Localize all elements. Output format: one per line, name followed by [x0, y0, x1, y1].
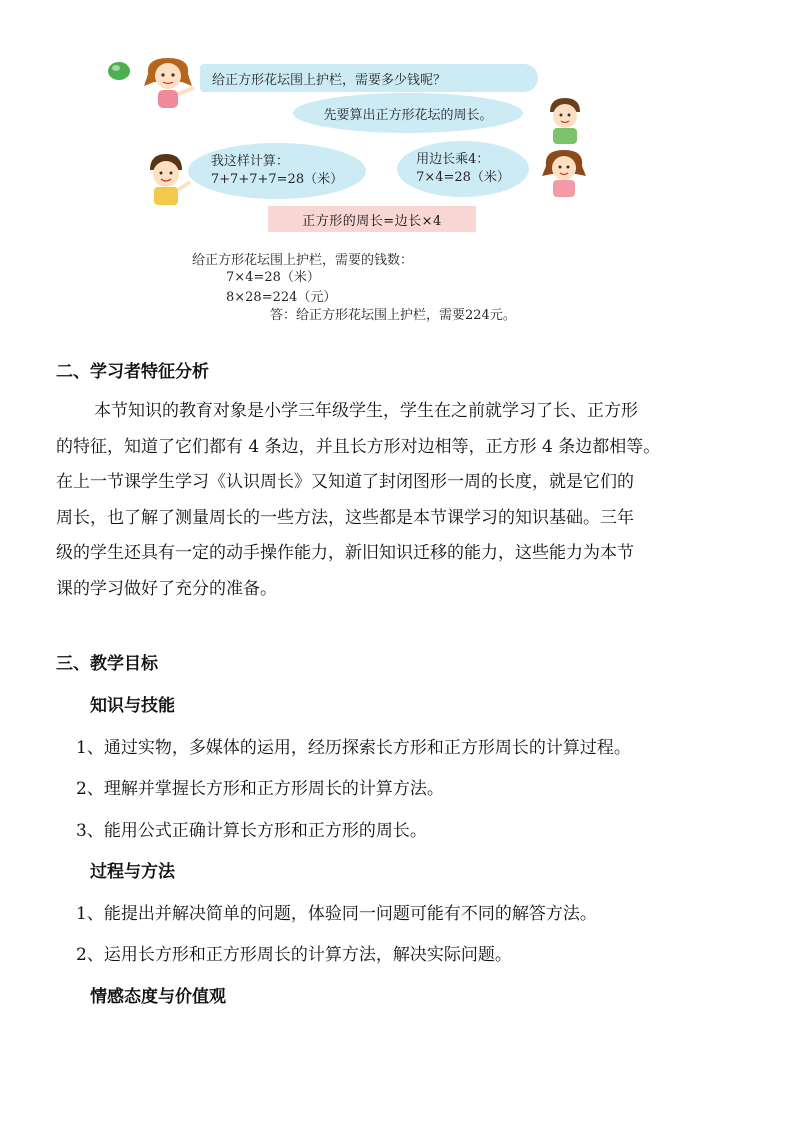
list-item: 2、运用长方形和正方形周长的计算方法，解决实际问题。 — [76, 945, 512, 965]
hint-text: 先要算出正方形花坛的周长。 — [323, 107, 493, 123]
paragraph-line: 课的学习做好了充分的准备。 — [56, 578, 277, 599]
method2-line: 7×4=28（米） — [416, 170, 510, 185]
method1-line: 我这样计算： — [210, 154, 289, 169]
formula-text: 正方形的周长=边长×4 — [302, 213, 442, 229]
list-item: 1、能提出并解决简单的问题，体验同一问题可能有不同的解答方法。 — [76, 904, 597, 924]
section2-paragraph — [56, 394, 746, 608]
list-item: 2、理解并掌握长方形和正方形周长的计算方法。 — [76, 779, 444, 799]
girl-character-icon — [138, 52, 198, 112]
girl-character-icon — [538, 146, 590, 200]
list-item: 3、能用公式正确计算长方形和正方形的周长。 — [76, 821, 427, 841]
method1-line: 7+7+7+7=28（米） — [210, 172, 344, 187]
green-ball-icon — [106, 60, 132, 82]
paragraph-line: 周长，也了解了测量周长的一些方法，这些都是本节课学习的知识基础。三年 — [56, 507, 634, 528]
section2-heading: 二、学习者特征分析 — [56, 362, 209, 382]
method2-line: 用边长乘4： — [416, 152, 490, 167]
subheading-attitudes-values: 情感态度与价值观 — [90, 987, 226, 1007]
boy-character-icon — [140, 150, 192, 208]
method1-bubble — [188, 143, 366, 199]
textbook-illustration — [0, 0, 794, 335]
paragraph-line: 的特征，知道了它们都有 4 条边，并且长方形对边相等，正方形 4 条边都相等。 — [56, 436, 661, 457]
question-text: 给正方形花坛围上护栏，需要多少钱呢？ — [212, 72, 447, 88]
solution-line: 给正方形花坛围上护栏，需要的钱数： — [192, 253, 414, 268]
method2-bubble — [397, 141, 529, 197]
subheading-process-methods: 过程与方法 — [90, 862, 175, 882]
boy-character-icon — [540, 94, 590, 146]
paragraph-line: 本节知识的教育对象是小学三年级学生，学生在之前就学习了长、正方形 — [94, 401, 638, 421]
paragraph-line: 级的学生还具有一定的动手操作能力，新旧知识迁移的能力，这些能力为本节 — [56, 543, 634, 564]
question-bubble — [200, 64, 538, 92]
paragraph-line: 在上一节课学生学习《认识周长》又知道了封闭图形一周的长度，就是它们的 — [56, 472, 634, 493]
section3-heading: 三、教学目标 — [56, 654, 158, 674]
list-item: 1、通过实物，多媒体的运用，经历探索长方形和正方形周长的计算过程。 — [76, 738, 631, 758]
hint-bubble — [293, 93, 523, 133]
solution-answer: 答：给正方形花坛围上护栏，需要224元。 — [270, 308, 516, 323]
solution-line: 8×28=224（元） — [226, 290, 337, 305]
solution-line: 7×4=28（米） — [226, 270, 320, 285]
subheading-knowledge-skills: 知识与技能 — [90, 696, 175, 716]
formula-box — [268, 206, 476, 232]
